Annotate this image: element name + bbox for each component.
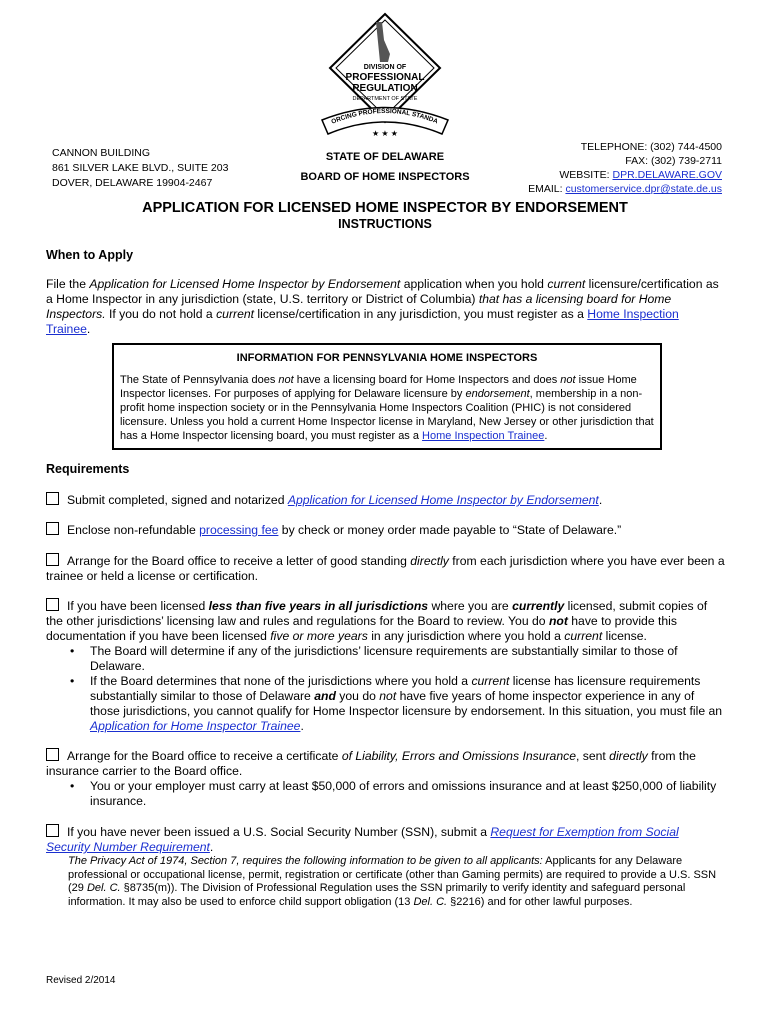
page-subtitle: INSTRUCTIONS (338, 217, 432, 231)
board-heading: BOARD OF HOME INSPECTORS (300, 171, 470, 183)
email-link[interactable]: customerservice.dpr@state.de.us (565, 183, 722, 195)
requirements-heading: Requirements (46, 462, 130, 476)
svg-text:DIVISION OF: DIVISION OF (363, 64, 407, 71)
logo (310, 10, 460, 145)
requirement-6: If you have never been issued a U.S. Social Security Number (SSN), submit a Request for Exemption from Social Security Number Requirement. The Privacy Act of 1974, Section 7, requires the following information to be given to all applicants: Applicants for any Delaware professional or occupational license, permit, registration or certificate (other than Gaming permits) are required to provide a U.S. SSN (29 Del. C. §8735(m)). The Division of Professional Regulation uses the SSN primarily to verify identity and safeguard personal information. It may also be used to enforce child support obligation (13 Del. C. §2216) and for other lawful purposes. (46, 824, 726, 909)
address-line-1: CANNON BUILDING (52, 147, 151, 159)
ssn-exemption-link[interactable]: Request for Exemption from Social Security Number Requirement (46, 825, 679, 854)
email-row (528, 182, 722, 196)
pa-trainee-link[interactable]: Home Inspection Trainee (422, 430, 545, 442)
privacy-act-notice: The Privacy Act of 1974, Section 7, requires the following information to be given to all applicants: Applicants for any Delaware professional or occupational license, permit, registration or certificate (other than Gaming permits) are required to provide a U.S. SSN (29 Del. C. §8735(m)). The Division of Professional Regulation uses the SSN primarily to verify identity and safeguard personal information. It may also be used to enforce child support obligation (13 Del. C. §2216) and for other lawful purposes. (68, 855, 717, 908)
svg-text:★ ★ ★: ★ ★ ★ (372, 129, 398, 138)
trainee-application-link[interactable]: Application for Home Inspector Trainee (90, 719, 301, 733)
website-label: WEBSITE: (559, 169, 610, 181)
processing-fee-link[interactable]: processing fee (199, 523, 279, 537)
website-link[interactable]: DPR.DELAWARE.GOV (612, 169, 722, 181)
pennsylvania-info-box (112, 343, 662, 450)
fax: FAX: (302) 739-2711 (625, 155, 722, 167)
home-inspection-trainee-link[interactable]: Home Inspection Trainee (46, 307, 679, 336)
when-to-apply-text: File the Application for Licensed Home Inspector by Endorsement application when you hold current licensure/certification as a Home Inspector in any jurisdiction (state, U.S. territory or District of Columbia) that has a licensing board for Home Inspectors. If you do not hold a current license/certification in any jurisdiction, you must register as a Home Inspection Trainee. (46, 277, 719, 336)
address-line-3: DOVER, DELAWARE 19904-2467 (52, 177, 213, 189)
address-line-2: 861 SILVER LAKE BLVD., SUITE 203 (52, 162, 229, 174)
email-label: EMAIL: (528, 183, 563, 195)
requirement-5: Arrange for the Board office to receive a certificate of Liability, Errors and Omissions Insurance, sent directly from the insurance carrier to the Board office. • You or your employer must carry at least $50,000 of errors and omissions insurance and at least $250,000 of liability insurance. (46, 748, 726, 809)
requirement-4: If you have been licensed less than five years in all jurisdictions where you are currently licensed, submit copies of the other jurisdictions’ licensing law and rules and regulations for the Board to review. You do not have to provide this documentation if you have been licensed five or more years in any jurisdiction where you hold a current license. • The Board will determine if any of the jurisdictions’ licensure requirements are substantially similar to those of Delaware. • If the Board determines that none of the jurisdictions where you hold a current license has licensure requirements substantially similar to those of Delaware and you do not have five years of home inspector experience in any of those jurisdictions, you cannot qualify for Home Inspector licensure by endorsement. In this situation, you must file an Application for Home Inspector Trainee. (46, 598, 726, 734)
revision-date: Revised 2/2014 (46, 975, 116, 986)
svg-text:ENFORCING PROFESSIONAL STANDAR: ORCING PROFESSIONAL STANDA (330, 107, 439, 126)
when-to-apply-heading: When to Apply (46, 248, 134, 262)
telephone: TELEPHONE: (302) 744-4500 (580, 141, 722, 153)
requirement-5-checkbox[interactable] (46, 748, 59, 761)
website-row (528, 168, 722, 182)
application-endorsement-link[interactable]: Application for Licensed Home Inspector by Endorsement (287, 493, 599, 507)
svg-text:REGULATION: REGULATION (352, 83, 418, 94)
requirement-3: Arrange for the Board office to receive a letter of good standing directly from each jurisdiction where you have ever been a trainee or held a license or certification. (46, 554, 725, 583)
requirement-5-bullet-1: • You or your employer must carry at least $50,000 of errors and omissions insurance and at least $250,000 of liability insurance. (70, 779, 717, 808)
requirement-1-checkbox[interactable] (46, 492, 59, 505)
requirement-4-bullet-1: • The Board will determine if any of the jurisdictions’ licensure requirements are substantially similar to those of Delaware. (70, 644, 678, 673)
pa-box-text: The State of Pennsylvania does not have a licensing board for Home Inspectors and does not issue Home Inspector licenses. For purposes of applying for Delaware licensure by endorsement, membership in a non-profit home inspection society or in the Pennsylvania Home Inspectors Coalition (PHIC) is not considered licensure. Unless you hold a current Home Inspector license in Maryland, New Jersey or other jurisdiction that has a Home Inspector licensing board, you must register as a Home Inspection Trainee. (120, 374, 654, 442)
requirement-1: Submit completed, signed and notarized Application for Licensed Home Inspector by Endorsement. (46, 492, 726, 508)
pa-box-title: INFORMATION FOR PENNSYLVANIA HOME INSPECTORS (236, 352, 538, 364)
requirement-4-bullet-2: • If the Board determines that none of the jurisdictions where you hold a current license has licensure requirements substantially similar to those of Delaware and you do not have five years of home inspector experience in any of those jurisdictions, you cannot qualify for Home Inspector licensure by endorsement. In this situation, you must file an Application for Home Inspector Trainee. (70, 674, 723, 733)
contact-info (528, 140, 722, 196)
requirement-4-checkbox[interactable] (46, 598, 59, 611)
requirement-2-checkbox[interactable] (46, 522, 59, 535)
page-title: APPLICATION FOR LICENSED HOME INSPECTOR BY ENDORSEMENT (142, 200, 628, 216)
svg-text:DEPARTMENT OF STATE: DEPARTMENT OF STATE (352, 96, 418, 102)
delaware-seal-icon (310, 10, 460, 145)
svg-text:PROFESSIONAL: PROFESSIONAL (345, 72, 425, 83)
requirement-3-checkbox[interactable] (46, 553, 59, 566)
office-address (52, 146, 228, 191)
requirement-2: Enclose non-refundable processing fee by check or money order made payable to “State of Delaware.” (46, 522, 726, 538)
requirement-6-checkbox[interactable] (46, 824, 59, 837)
state-heading: STATE OF DELAWARE (325, 151, 445, 163)
